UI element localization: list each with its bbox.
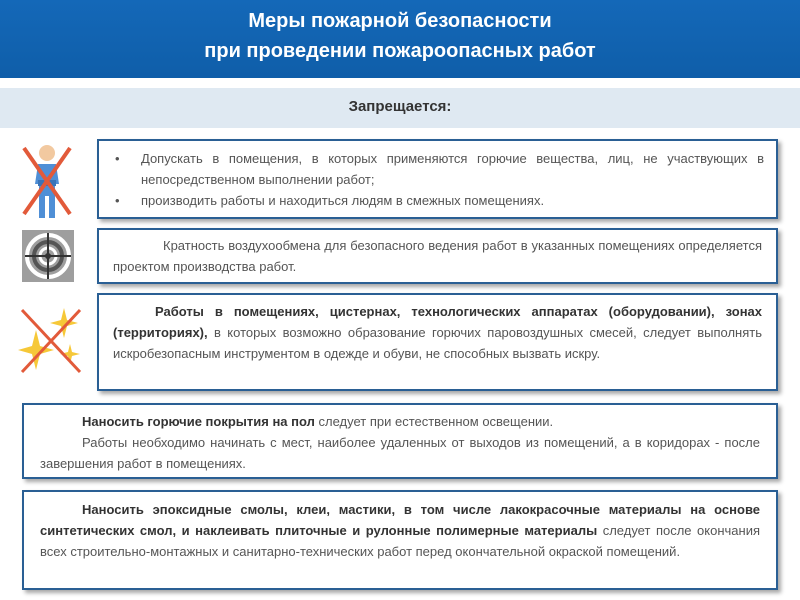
rule-text: Работы необходимо начинать с мест, наиболее удаленных от выходов из помещений, а в коридорах - после завершения работ в помещениях. <box>40 435 760 471</box>
ventilation-icon <box>22 230 74 282</box>
rule-text: Допускать в помещения, в которых применяются горючие вещества, лиц, не участвующих в непосредственном выполнении работ; <box>141 151 764 187</box>
no-person-icon <box>18 140 76 220</box>
page-title-line2: при проведении пожароопасных работ <box>204 40 596 62</box>
rule-box-floor-coating <box>22 403 778 479</box>
rule-box-epoxy <box>22 490 778 590</box>
rule-emphasis: Наносить эпоксидные смолы, клеи, мастики, в том числе лакокрасочные материалы на основе синтетических смол, и наклеивать плиточные и рулонные полимерные материалы <box>40 502 760 538</box>
no-sparks-icon <box>18 300 84 376</box>
rule-text: производить работы и находиться людям в смежных помещениях. <box>141 193 545 208</box>
list-item <box>113 148 764 190</box>
rule-box-spark-safe <box>97 293 778 391</box>
rule-box-personnel <box>97 139 778 219</box>
rule-text: следует после окончания всех строительно-монтажных и санитарно-технических работ перед окончательной окраской помещений. <box>40 523 760 559</box>
list-item <box>113 190 764 211</box>
page-header <box>0 0 800 78</box>
bullet: • <box>115 193 120 208</box>
bullet: • <box>115 151 120 166</box>
rule-emphasis: Работы в помещениях, цистернах, технологических аппаратах (оборудовании), зонах (территориях), <box>113 304 762 340</box>
rule-text: следует при естественном освещении. <box>314 414 554 429</box>
rule-text: Кратность воздухообмена для безопасного ведения работ в указанных помещениях определяется проектом производства работ. <box>113 238 762 274</box>
rule-emphasis: Наносить горючие покрытия на пол <box>82 414 315 429</box>
subheader-bar <box>0 88 800 128</box>
page-title-line1: Меры пожарной безопасности <box>248 10 552 32</box>
subheader-label: Запрещается: <box>348 98 452 115</box>
rule-text: в которых возможно образование горючих паровоздушных смесей, следует выполнять искробезопасным инструментом в одежде и обуви, не способных вызвать искру. <box>113 325 762 361</box>
rule-box-ventilation <box>97 228 778 284</box>
